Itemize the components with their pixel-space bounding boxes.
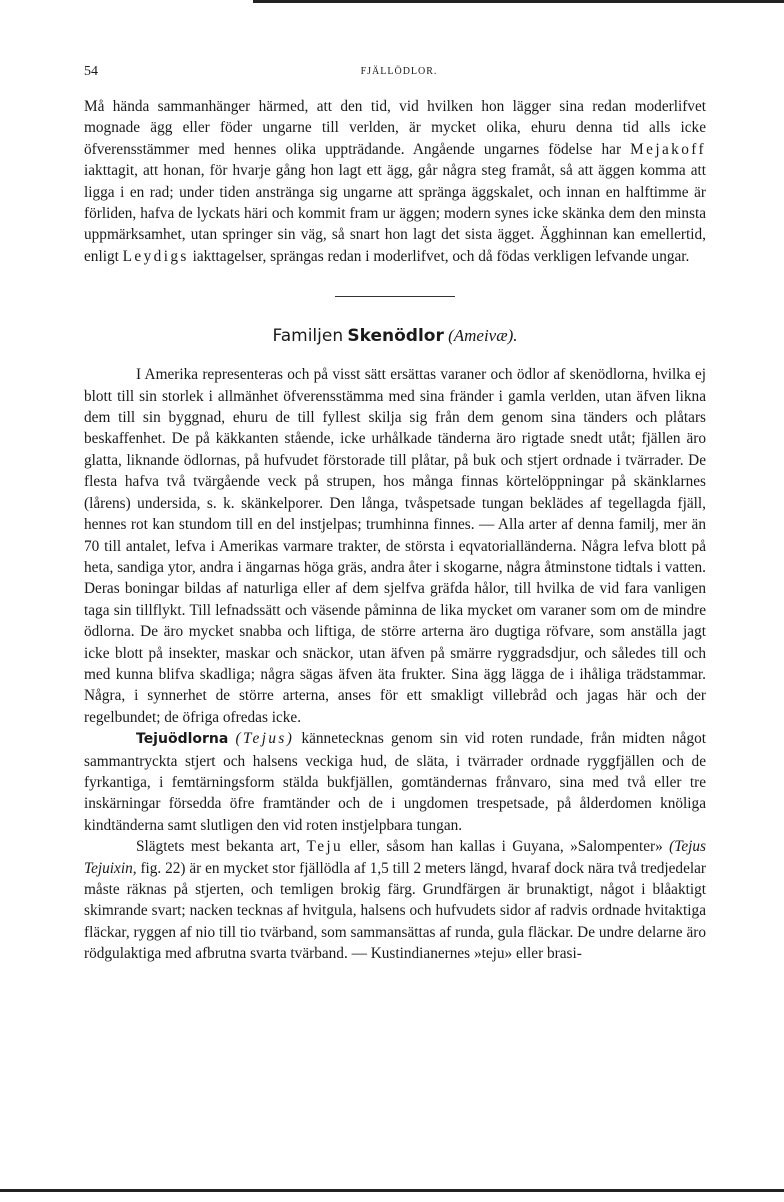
p3-mid: eller, såsom han kallas i Guyana, »Salompenter» (349, 838, 663, 856)
section-heading-title: Skenödlor (347, 326, 444, 347)
page-header (84, 64, 714, 84)
intro-text-3: iakttagelser, sprängas redan i moderlifvet, och då födas verkligen lefvande ungar. (192, 247, 690, 265)
p3-rest: fig. 22) är en mycket stor fjällödla af 1,5 till 2 meters längd, hvaraf dock nära två tredjedelar måste räknas på stjerten, och temligen brokig färg. Grundfärgen är brunaktigt, något i blåaktigt skimrande svart; nacken tecknas af hvitgula, halsens och hufvudets sidor af radvis ordnade hvitaktiga fläckar, ryggen af nio till tio tvärband, som sammansättas af runda, gula fläckar. De undre delarne äro rödgulaktiga med afbrutna svarta tvärband. — Kustindianernes »teju» eller brasi- (84, 859, 707, 963)
author-mejakoff: Mejakoff (630, 140, 706, 158)
intro-text-2: iakttagit, att honan, för hvarje gång hon lagt ett ägg, går några steg framåt, så att äggen komma att ligga i en rad; under tiden anstränga sig ungarne att spränga äggskalet, och innan en halftimme är förliden, hafva de lyckats häri och kommit fram ur äggen; modern synes icke skänka dem den minsta uppmärksamhet, utan springer sin väg, så snart hon lagt det sista ägget. Ägghinnan kan emellertid, enligt (84, 162, 706, 265)
intro-paragraph (84, 96, 706, 267)
section-divider (335, 296, 455, 297)
top-rule (253, 0, 784, 3)
body-paragraph-2-text: kännetecknas genom sin vid roten rundade, från midten något sammantryckta stjert och halsens veckiga hud, de släta, i tvärrader ordnade ryggfjällen och de fyrkantiga, i femtärningsform stälda bukfjällen, gomtändernas frånvaro, sina med två eller tre inskärningar försedda öfre framtänder och de i ungdomen trespetsade, på ålderdomen knöliga kindtänderna samt slutligen den vid roten instjelpbara tungan. (84, 730, 707, 834)
tejus-tejuixin-latin: (Tejus Tejuixin, (84, 838, 706, 877)
bottom-rule (0, 1189, 784, 1192)
p3-start: Slägtets mest bekanta art, (136, 838, 301, 856)
page-body (84, 96, 706, 965)
author-leydigs: Leydigs (122, 247, 189, 265)
section-heading-prefix: Familjen (272, 326, 344, 347)
tejus-latin: (Tejus) (235, 730, 295, 748)
body-paragraph-2 (84, 728, 706, 836)
tejuodlorna-label: Tejuödlorna (136, 731, 229, 748)
intro-text-1: Må hända sammanhänger härmed, att den tid, vid hvilken hon lägger sina redan moderlifvet mognade ägg eller föder ungarne till verlden, är mycket olika, ehuru denna tid alls icke öfverensstämmer med hennes olika uppträdande. Angående ungarnes födelse har (84, 98, 706, 158)
section-heading-latin: (Ameivæ). (448, 326, 518, 346)
teju-name: Teju (306, 838, 344, 856)
body-paragraph-1: I Amerika representeras och på visst sätt ersättas varaner och ödlor af skenödlorna, hvilka ej blott till sin storlek i allmänhet öfverensstämma med sina fränder i gamla verlden, utan äfven likna dem till sin byggnad, ehuru de till fyllest skilja sig från dem genom sina tänders och plåtars beskaffenhet. De på käkkanten stående, icke urhålkade tänderna äro rigtade snedt utåt; fjällen äro glatta, liknande ödlornas, på hufvudet förstorade till plåtar, på buk och stjert ordnade i tvärrader. De flesta hafva två tvärgående veck på strupen, hos många finnas körtelöppningar på skänklarnes (lårens) undersida, s. k. skänkelporer. Den långa, tvåspetsade tungan beklädes af tegellagda fjäll, hennes rot kan stundom till en del instjelpas; trumhinna finnes. — Alla arter af denna familj, mer än 70 till antalet, lefva i Amerikas varmare trakter, de största i eqvatorialländerna. Några lefva blott på heta, sandiga ytor, andra i ängarnas höga gräs, andra åter i skogarne, några åtminstone tidtals i vatten. Deras boningar bildas af naturliga eller af dem sjelfva gräfda hålor, till hvilka de vid fara vanligen taga sin tillflykt. Till lefnadssätt och väsende påminna de lika mycket om varaner som om de mindre ödlorna. De äro mycket snabba och liftiga, de större arterna äro dugtiga röfvare, som anställa jagt icke blott på insekter, maskar och snäckor, utan äfven på smärre ryggradsdjur, och således till och med kunna blifva skadliga; några sägas äfven äta frukter. Sina ägg lägga de i ihåliga trädstammar. Några, i synnerhet de större arterna, anses för ett smakligt villebråd och jagas här och der regelbundet; de öfriga ofredas icke. (84, 366, 706, 726)
page-number: 54 (84, 64, 98, 79)
body-paragraph-3 (84, 836, 706, 964)
section-heading (84, 324, 706, 348)
running-head: FJÄLLÖDLOR. (360, 66, 438, 77)
